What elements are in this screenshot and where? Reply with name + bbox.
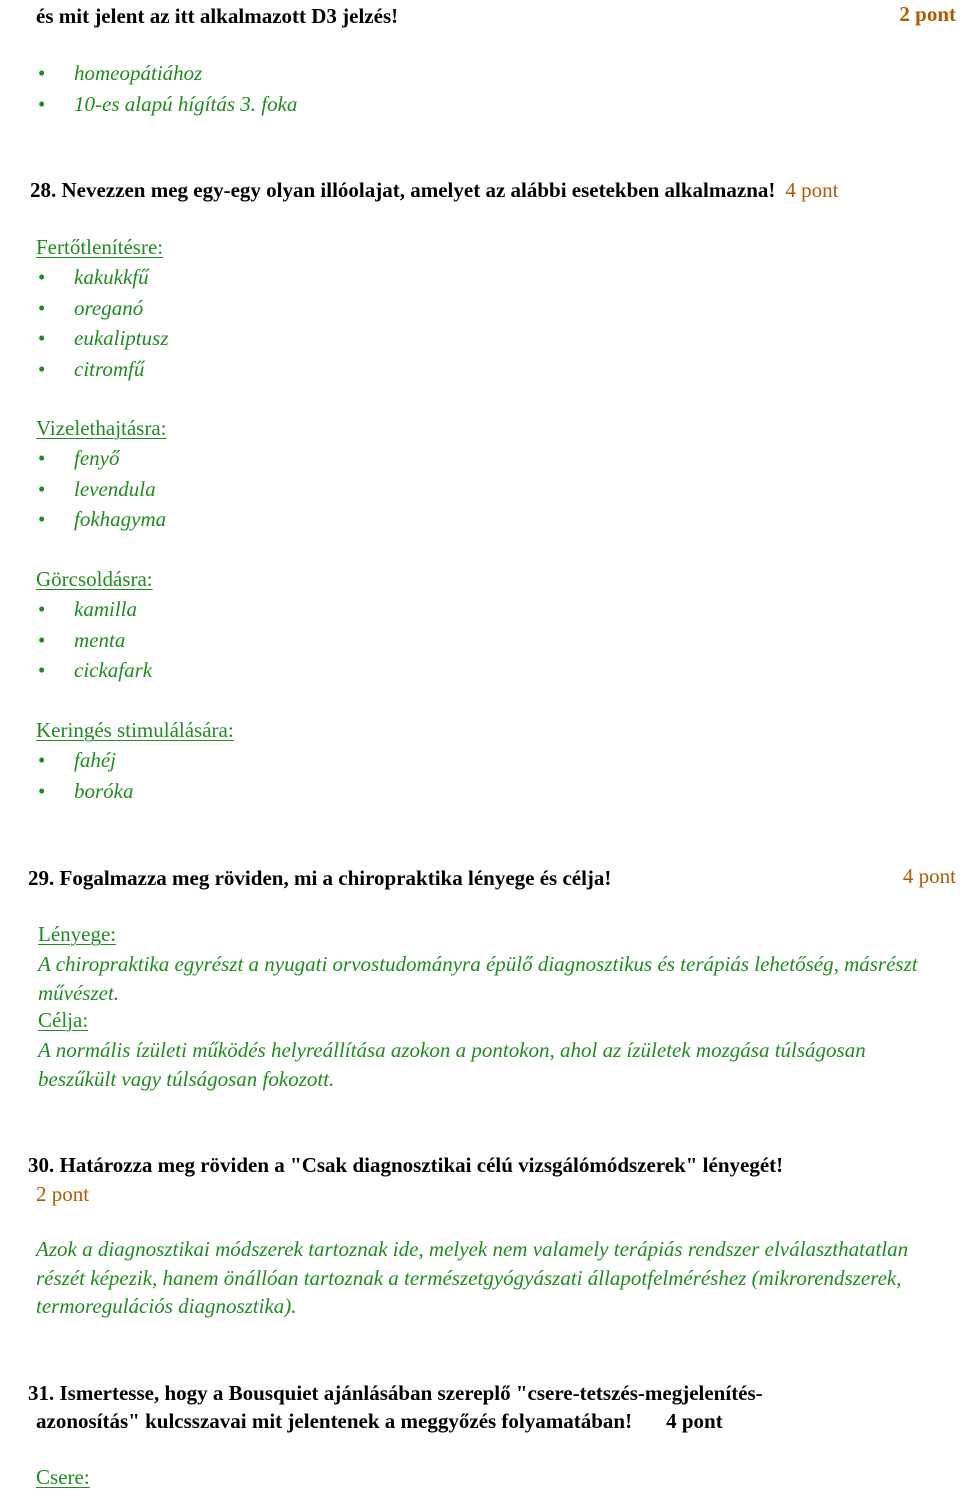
bullet-icon: • xyxy=(38,507,46,531)
essence-label: Lényege: xyxy=(38,922,117,946)
q28-header xyxy=(30,176,960,204)
q31-points: 4 pont xyxy=(666,1409,723,1433)
q30-question: 30. Határozza meg röviden a "Csak diagnosztikai célú vizsgálómódszerek" lényegét! xyxy=(28,1153,784,1177)
list-item: • kakukkfű xyxy=(36,262,960,293)
q30-answer: Azok a diagnosztikai módszerek tartoznak ide, melyek nem valamely terápiás rendszer elválaszthatatlan részét képezik, hanem önállóan tartoznak a természetgyógyászati állapotfelméréshez (mikrorendszerek, termoregulációs diagnosztika). xyxy=(36,1237,909,1318)
bullet-icon: • xyxy=(38,658,46,682)
q28-points: 4 pont xyxy=(785,178,839,202)
list-item: • oreganó xyxy=(36,293,960,324)
q30-points: 2 pont xyxy=(36,1182,90,1206)
bullet-icon: • xyxy=(38,326,46,350)
q28-group-antispasmodic xyxy=(36,566,960,686)
list-item: • 10-es alapú hígítás 3. foka xyxy=(36,89,960,120)
bullet-icon: • xyxy=(38,91,46,116)
q29-answer xyxy=(38,921,918,1093)
list-item: • kamilla xyxy=(36,594,960,625)
q27-question: és mit jelent az itt alkalmazott D3 jelzés! xyxy=(36,4,399,28)
list-item: • fokhagyma xyxy=(36,504,960,535)
q31-swap-label: Csere: xyxy=(36,1465,90,1489)
q27-points: 2 pont xyxy=(899,2,956,26)
bullet-icon: • xyxy=(38,748,46,772)
q28-group-disinfection xyxy=(36,234,960,384)
group-label: Fertőtlenítésre: xyxy=(36,235,164,259)
bullet-icon: • xyxy=(38,446,46,470)
q27-tail xyxy=(36,2,960,30)
group-label: Görcsoldásra: xyxy=(36,567,153,591)
q27-answers xyxy=(36,58,960,119)
list-item: • fahéj xyxy=(36,745,960,776)
list-item: • homeopátiához xyxy=(36,58,960,89)
bullet-icon: • xyxy=(38,356,46,381)
list-item: • menta xyxy=(36,625,960,656)
list-item: • citromfű xyxy=(36,354,960,385)
bullet-icon: • xyxy=(38,265,46,289)
bullet-icon: • xyxy=(38,778,46,803)
goal-label: Célja: xyxy=(38,1008,89,1032)
q31-question-line1: 31. Ismertesse, hogy a Bousquiet ajánlásában szereplő "csere-tetszés-megjelenítés- xyxy=(28,1381,763,1405)
essence-text: A chiropraktika egyrészt a nyugati orvostudományra épülő diagnosztikus és terápiás lehetőség, másrészt művészet. xyxy=(38,952,918,1005)
q31-header xyxy=(28,1379,960,1435)
q31-question-line2: azonosítás" kulcsszavai mit jelentenek a meggyőzés folyamatában! xyxy=(36,1409,633,1433)
goal-text: A normális ízületi működés helyreállítása azokon a pontokon, ahol az ízületek mozgása túlságosan beszűkült vagy túlságosan fokozott. xyxy=(38,1038,866,1091)
group-label: Vizelethajtásra: xyxy=(36,416,167,440)
list-item: • eukaliptusz xyxy=(36,323,960,354)
bullet-icon: • xyxy=(38,627,46,652)
q28-question: 28. Nevezzen meg egy-egy olyan illóolajat, amelyet az alábbi esetekben alkalmazna! xyxy=(30,178,776,202)
list-item: • fenyő xyxy=(36,443,960,474)
list-item: • cickafark xyxy=(36,655,960,686)
q29-header xyxy=(28,864,960,892)
q28-group-circulation xyxy=(36,717,960,806)
list-item: • boróka xyxy=(36,776,960,807)
list-item: • levendula xyxy=(36,474,960,505)
q30-header xyxy=(28,1151,960,1209)
q28-group-diuretic xyxy=(36,415,960,535)
q29-points: 4 pont xyxy=(902,864,956,888)
bullet-icon: • xyxy=(38,597,46,621)
bullet-icon: • xyxy=(38,61,46,85)
bullet-icon: • xyxy=(38,295,46,320)
group-label: Keringés stimulálására: xyxy=(36,718,234,742)
bullet-icon: • xyxy=(38,476,46,501)
q29-question: 29. Fogalmazza meg röviden, mi a chiropraktika lényege és célja! xyxy=(28,866,612,890)
